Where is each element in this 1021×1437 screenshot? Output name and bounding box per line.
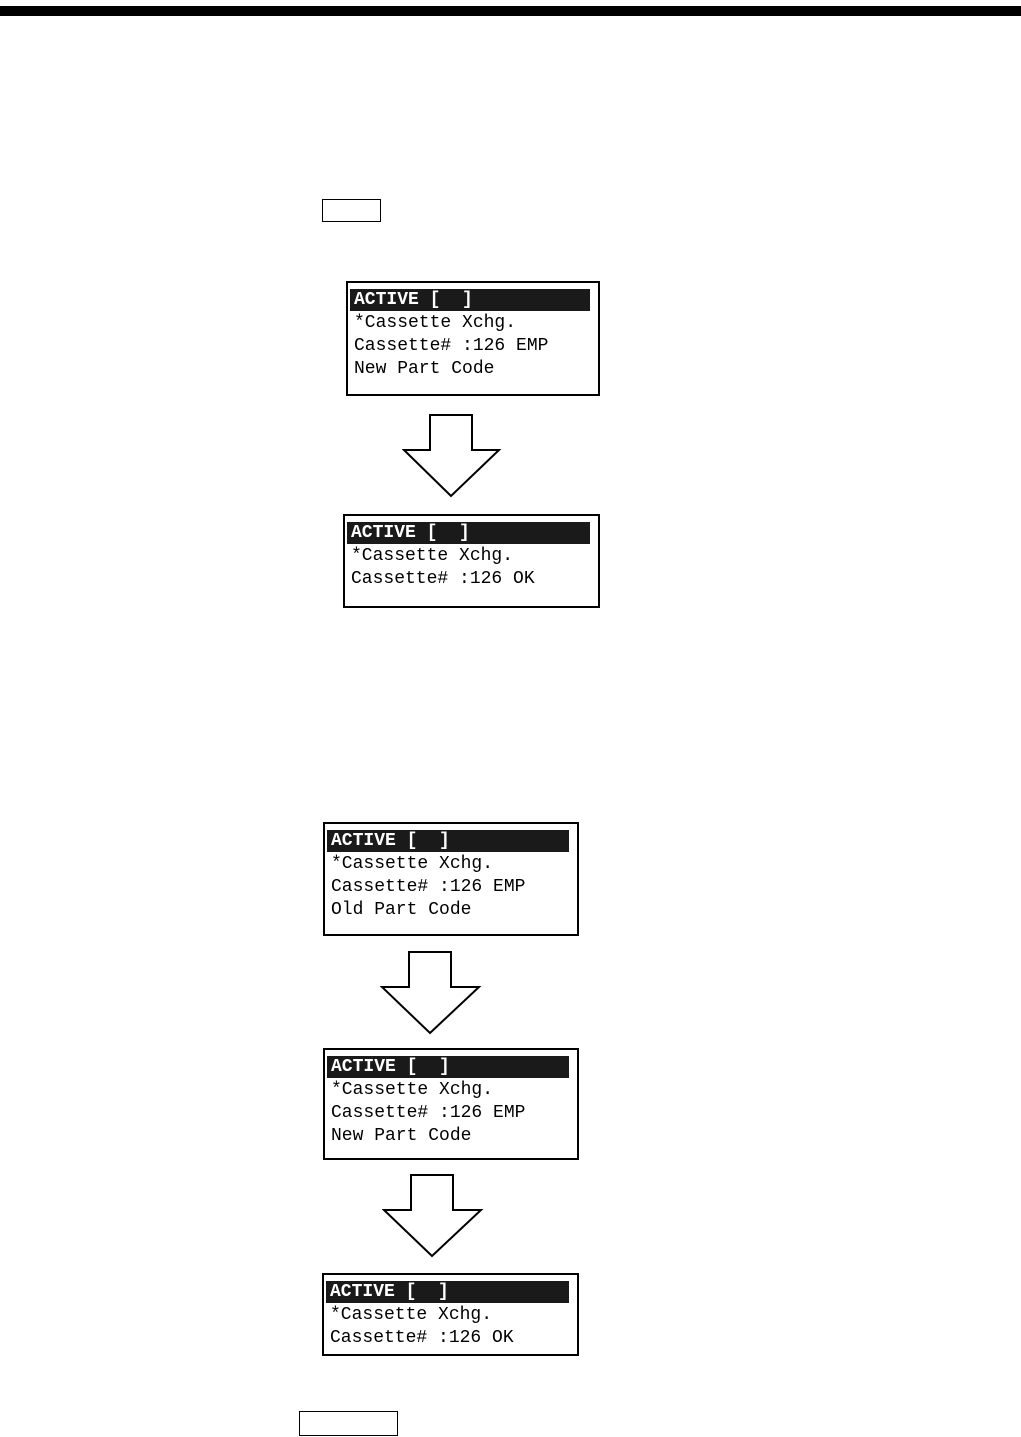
- lcd-part-code-line: Old Part Code: [331, 900, 472, 920]
- lcd-cassette-line: Cassette# :126 EMP: [354, 336, 549, 356]
- lcd-menu-line: *Cassette Xchg.: [351, 546, 514, 566]
- lcd-status-line: ACTIVE [ ]: [350, 289, 590, 311]
- down-arrow-icon: [402, 413, 502, 499]
- lcd-menu-line: *Cassette Xchg.: [331, 1080, 494, 1100]
- lcd-cassette-line: Cassette# :126 OK: [351, 569, 535, 589]
- lcd-screen-2: [343, 514, 600, 608]
- lcd-screen-3: [323, 822, 579, 936]
- key-box-top: [322, 199, 381, 222]
- lcd-menu-line: *Cassette Xchg.: [354, 313, 517, 333]
- lcd-menu-line: *Cassette Xchg.: [330, 1305, 493, 1325]
- lcd-screen-5: [322, 1273, 579, 1356]
- lcd-status-line: ACTIVE [ ]: [327, 1056, 569, 1078]
- lcd-screen-4: [323, 1048, 579, 1160]
- lcd-status-line: ACTIVE [ ]: [327, 830, 569, 852]
- lcd-screen-1: [346, 281, 600, 396]
- lcd-status-line: ACTIVE [ ]: [326, 1281, 569, 1303]
- top-rule: [0, 6, 1021, 16]
- key-box-bottom: [299, 1411, 398, 1436]
- lcd-cassette-line: Cassette# :126 EMP: [331, 877, 526, 897]
- down-arrow-icon: [380, 950, 482, 1036]
- lcd-menu-line: *Cassette Xchg.: [331, 854, 494, 874]
- lcd-part-code-line: New Part Code: [331, 1126, 472, 1146]
- lcd-status-line: ACTIVE [ ]: [347, 522, 590, 544]
- lcd-part-code-line: New Part Code: [354, 359, 495, 379]
- lcd-cassette-line: Cassette# :126 EMP: [331, 1103, 526, 1123]
- down-arrow-icon: [382, 1173, 484, 1259]
- lcd-cassette-line: Cassette# :126 OK: [330, 1328, 514, 1348]
